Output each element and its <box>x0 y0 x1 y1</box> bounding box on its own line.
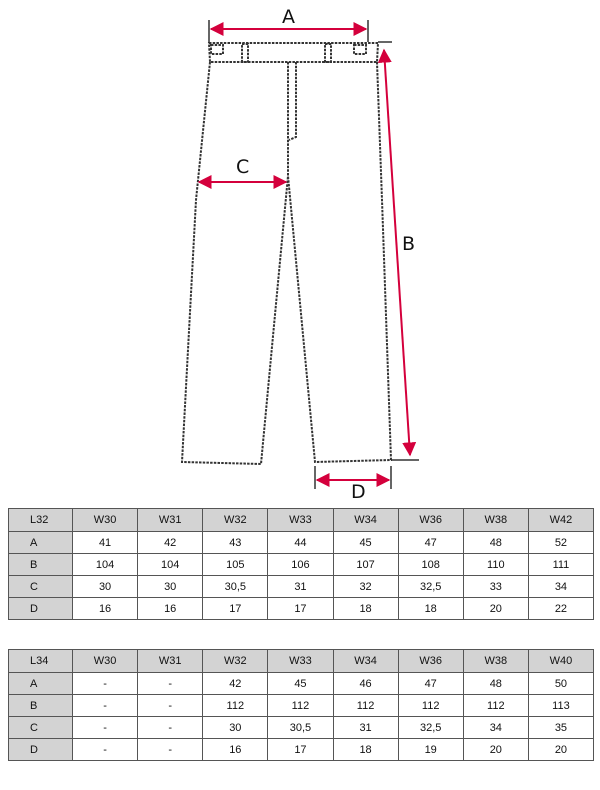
waist-size-header-cell: W33 <box>268 650 333 673</box>
measure-value-cell: 32,5 <box>398 717 463 739</box>
measure-value-cell: 45 <box>268 673 333 695</box>
measure-label-b: B <box>402 233 416 255</box>
measure-value-cell: - <box>138 739 203 761</box>
measure-value-cell: 22 <box>528 598 593 620</box>
measure-label-d: D <box>351 481 366 503</box>
measure-name-cell: A <box>9 673 73 695</box>
measure-name-cell: C <box>9 717 73 739</box>
waist-size-header-cell: W34 <box>333 650 398 673</box>
measure-value-cell: 16 <box>138 598 203 620</box>
measure-name-cell: C <box>9 576 73 598</box>
waist-size-header-cell: W38 <box>463 650 528 673</box>
measure-value-cell: 16 <box>73 598 138 620</box>
measure-value-cell: 42 <box>138 532 203 554</box>
measure-value-cell: 17 <box>268 739 333 761</box>
measure-value-cell: 48 <box>463 673 528 695</box>
measure-value-cell: 30 <box>203 717 268 739</box>
measure-value-cell: 111 <box>528 554 593 576</box>
measure-value-cell: 104 <box>138 554 203 576</box>
measure-value-cell: 113 <box>528 695 593 717</box>
measure-value-cell: 47 <box>398 673 463 695</box>
measure-value-cell: - <box>138 717 203 739</box>
length-header-cell: L34 <box>9 650 73 673</box>
measure-value-cell: 41 <box>73 532 138 554</box>
measure-value-cell: 104 <box>73 554 138 576</box>
measure-value-cell: 43 <box>203 532 268 554</box>
measure-value-cell: 112 <box>268 695 333 717</box>
measure-value-cell: 35 <box>528 717 593 739</box>
measure-value-cell: 105 <box>203 554 268 576</box>
waist-size-header-cell: W36 <box>398 509 463 532</box>
table-row <box>9 695 594 717</box>
waist-size-header-cell: W31 <box>138 650 203 673</box>
size-table-l34 <box>8 649 594 761</box>
measure-value-cell: 46 <box>333 673 398 695</box>
measure-value-cell: - <box>138 673 203 695</box>
table-row <box>9 739 594 761</box>
waist-size-header-cell: W30 <box>73 509 138 532</box>
measure-value-cell: 31 <box>333 717 398 739</box>
measure-label-c: C <box>236 156 250 178</box>
measure-value-cell: 30,5 <box>203 576 268 598</box>
measure-value-cell: 18 <box>333 739 398 761</box>
measure-value-cell: 17 <box>268 598 333 620</box>
measure-value-cell: 48 <box>463 532 528 554</box>
measure-value-cell: 34 <box>463 717 528 739</box>
table-header-row <box>9 650 594 673</box>
table-row <box>9 598 594 620</box>
waist-size-header-cell: W40 <box>528 650 593 673</box>
measure-value-cell: 33 <box>463 576 528 598</box>
measure-value-cell: 47 <box>398 532 463 554</box>
measure-value-cell: 44 <box>268 532 333 554</box>
table-row <box>9 673 594 695</box>
measure-name-cell: D <box>9 739 73 761</box>
measure-value-cell: - <box>138 695 203 717</box>
measure-value-cell: 20 <box>463 598 528 620</box>
measure-value-cell: - <box>73 739 138 761</box>
measure-name-cell: B <box>9 695 73 717</box>
measure-value-cell: 50 <box>528 673 593 695</box>
measure-label-a: A <box>282 6 295 28</box>
measure-value-cell: 19 <box>398 739 463 761</box>
measure-value-cell: 112 <box>333 695 398 717</box>
measure-value-cell: 17 <box>203 598 268 620</box>
measure-value-cell: - <box>73 673 138 695</box>
waist-size-header-cell: W31 <box>138 509 203 532</box>
measure-value-cell: 32 <box>333 576 398 598</box>
measure-name-cell: B <box>9 554 73 576</box>
table-row <box>9 717 594 739</box>
measure-value-cell: 18 <box>333 598 398 620</box>
measure-value-cell: 30 <box>138 576 203 598</box>
measure-value-cell: 108 <box>398 554 463 576</box>
table-header-row <box>9 509 594 532</box>
waist-size-header-cell: W36 <box>398 650 463 673</box>
measure-value-cell: 31 <box>268 576 333 598</box>
measure-value-cell: 107 <box>333 554 398 576</box>
measure-value-cell: 18 <box>398 598 463 620</box>
measure-value-cell: 106 <box>268 554 333 576</box>
table-row <box>9 532 594 554</box>
measure-value-cell: 112 <box>398 695 463 717</box>
waist-size-header-cell: W30 <box>73 650 138 673</box>
measure-value-cell: 52 <box>528 532 593 554</box>
measure-name-cell: D <box>9 598 73 620</box>
measure-value-cell: 20 <box>528 739 593 761</box>
measure-value-cell: 32,5 <box>398 576 463 598</box>
measure-value-cell: 34 <box>528 576 593 598</box>
waist-size-header-cell: W32 <box>203 509 268 532</box>
table-row <box>9 576 594 598</box>
size-table-l32 <box>8 508 594 620</box>
measure-value-cell: 112 <box>203 695 268 717</box>
waist-size-header-cell: W32 <box>203 650 268 673</box>
waist-size-header-cell: W42 <box>528 509 593 532</box>
measure-value-cell: 42 <box>203 673 268 695</box>
length-header-cell: L32 <box>9 509 73 532</box>
measure-value-cell: - <box>73 695 138 717</box>
measure-value-cell: 112 <box>463 695 528 717</box>
waist-size-header-cell: W34 <box>333 509 398 532</box>
measure-value-cell: 45 <box>333 532 398 554</box>
measure-value-cell: - <box>73 717 138 739</box>
table-row <box>9 554 594 576</box>
pants-outline <box>182 43 391 464</box>
measure-value-cell: 20 <box>463 739 528 761</box>
measure-name-cell: A <box>9 532 73 554</box>
measure-value-cell: 110 <box>463 554 528 576</box>
measure-value-cell: 30 <box>73 576 138 598</box>
waist-size-header-cell: W33 <box>268 509 333 532</box>
waist-size-header-cell: W38 <box>463 509 528 532</box>
measure-value-cell: 16 <box>203 739 268 761</box>
measure-value-cell: 30,5 <box>268 717 333 739</box>
